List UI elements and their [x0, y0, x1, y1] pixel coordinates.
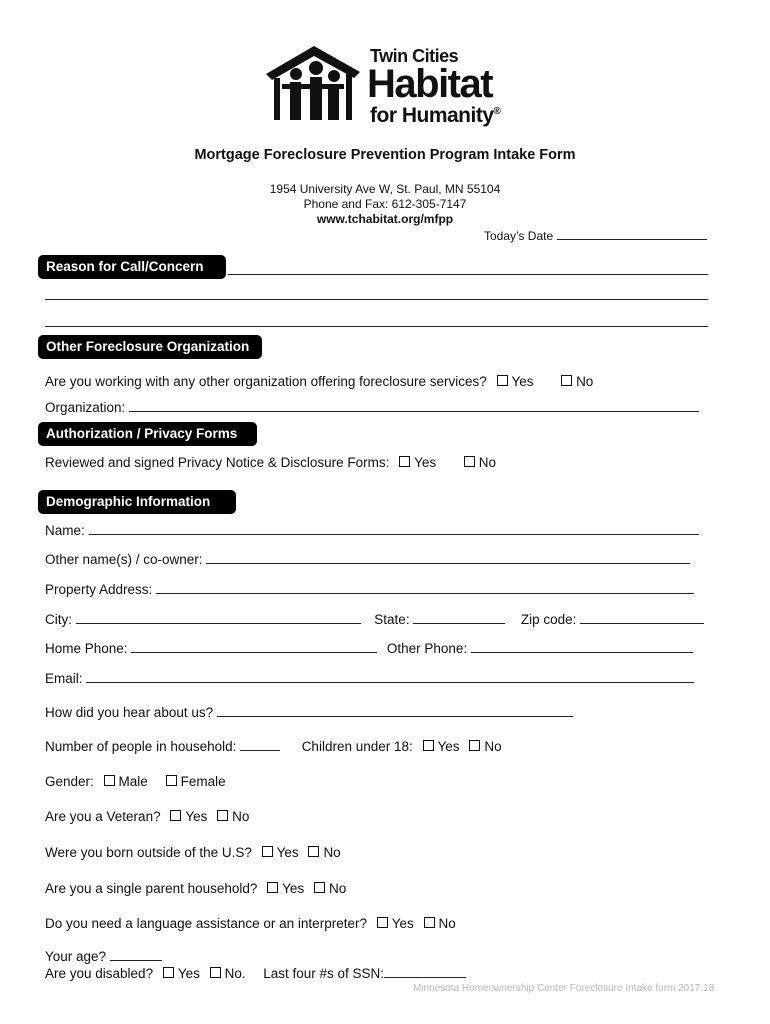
section-authorization: Authorization / Privacy Forms [38, 422, 257, 446]
working-with-org-question: Are you working with any other organization offering foreclosure services? Yes No [45, 374, 594, 389]
gender-male-checkbox[interactable] [104, 775, 115, 786]
name-field[interactable]: Name: [45, 522, 699, 538]
disabled-ssn-row: Are you disabled? Yes No. Last four #s of SSN: [45, 965, 466, 981]
children-label: Children under 18: [301, 739, 413, 754]
website-link[interactable]: www.tchabitat.org/mfpp [316, 212, 454, 226]
born-yes-checkbox[interactable] [262, 846, 273, 857]
privacy-yes-checkbox[interactable] [399, 456, 410, 467]
privacy-forms-question: Reviewed and signed Privacy Notice & Disclosure Forms: Yes No [45, 455, 496, 470]
ssn-field[interactable]: Last four #s of SSN: [263, 966, 466, 981]
disabled-yes-checkbox[interactable] [163, 967, 174, 978]
todays-date-field[interactable]: Today’s Date [484, 227, 707, 243]
other-names-field[interactable]: Other name(s) / co-owner: [45, 551, 690, 567]
email-field[interactable]: Email: [45, 670, 694, 686]
city-state-zip-row [45, 611, 704, 627]
working-yes-checkbox[interactable] [497, 375, 508, 386]
children-yes-checkbox[interactable] [423, 740, 434, 751]
zip-field[interactable]: Zip code: [521, 612, 704, 627]
children-no-checkbox[interactable] [469, 740, 480, 751]
privacy-no-checkbox[interactable] [464, 456, 475, 467]
property-address-field[interactable]: Property Address: [45, 581, 694, 597]
section-demographic: Demographic Information [38, 490, 236, 514]
section-reason-for-call: Reason for Call/Concern [38, 255, 226, 279]
born-no-checkbox[interactable] [308, 846, 319, 857]
language-yes-checkbox[interactable] [377, 917, 388, 928]
single-parent-row: Are you a single parent household? Yes No [45, 881, 347, 896]
hear-about-us-field[interactable]: How did you hear about us? [45, 704, 573, 720]
born-outside-row: Were you born outside of the U.S? Yes No [45, 845, 341, 860]
address: 1954 University Ave W, St. Paul, MN 55104 [269, 182, 501, 196]
single-yes-checkbox[interactable] [267, 882, 278, 893]
city-field[interactable]: City: [45, 612, 361, 627]
household-size-field[interactable]: Number of people in household: [45, 739, 280, 754]
footer-note: Minnesota Homeownership Center Foreclosure Intake form 2017.18 [413, 983, 715, 994]
section-other-foreclosure-org: Other Foreclosure Organization [38, 335, 262, 359]
language-row: Do you need a language assistance or an interpreter? Yes No [45, 916, 456, 931]
state-field[interactable]: State: [374, 612, 505, 627]
veteran-yes-checkbox[interactable] [170, 810, 181, 821]
working-no-checkbox[interactable] [561, 375, 572, 386]
logo-twin-cities: Twin Cities [370, 46, 459, 66]
household-row: Number of people in household: Children under 18: Yes No [45, 739, 502, 754]
page-title: Mortgage Foreclosure Prevention Program Intake Form [194, 147, 576, 163]
home-phone-field[interactable]: Home Phone: [45, 641, 377, 656]
single-no-checkbox[interactable] [314, 882, 325, 893]
habitat-house-icon [262, 44, 362, 124]
logo-for-humanity: for Humanity® [370, 104, 501, 127]
language-no-checkbox[interactable] [424, 917, 435, 928]
other-phone-field[interactable]: Other Phone: [387, 641, 693, 656]
reason-line-2[interactable] [45, 299, 708, 300]
reason-line-1[interactable] [228, 274, 708, 275]
reason-line-3[interactable] [45, 326, 708, 327]
phone-fax: Phone and Fax: 612-305-7147 [303, 197, 467, 211]
veteran-no-checkbox[interactable] [217, 810, 228, 821]
age-field[interactable]: Your age? [45, 948, 162, 964]
habitat-logo [262, 42, 512, 132]
gender-female-checkbox[interactable] [166, 775, 177, 786]
logo-habitat: Habitat [367, 62, 493, 106]
veteran-row: Are you a Veteran? Yes No [45, 809, 250, 824]
gender-row: Gender: Male Female [45, 774, 226, 789]
phones-row [45, 640, 693, 656]
organization-field[interactable]: Organization: [45, 399, 699, 415]
disabled-no-checkbox[interactable] [210, 967, 221, 978]
